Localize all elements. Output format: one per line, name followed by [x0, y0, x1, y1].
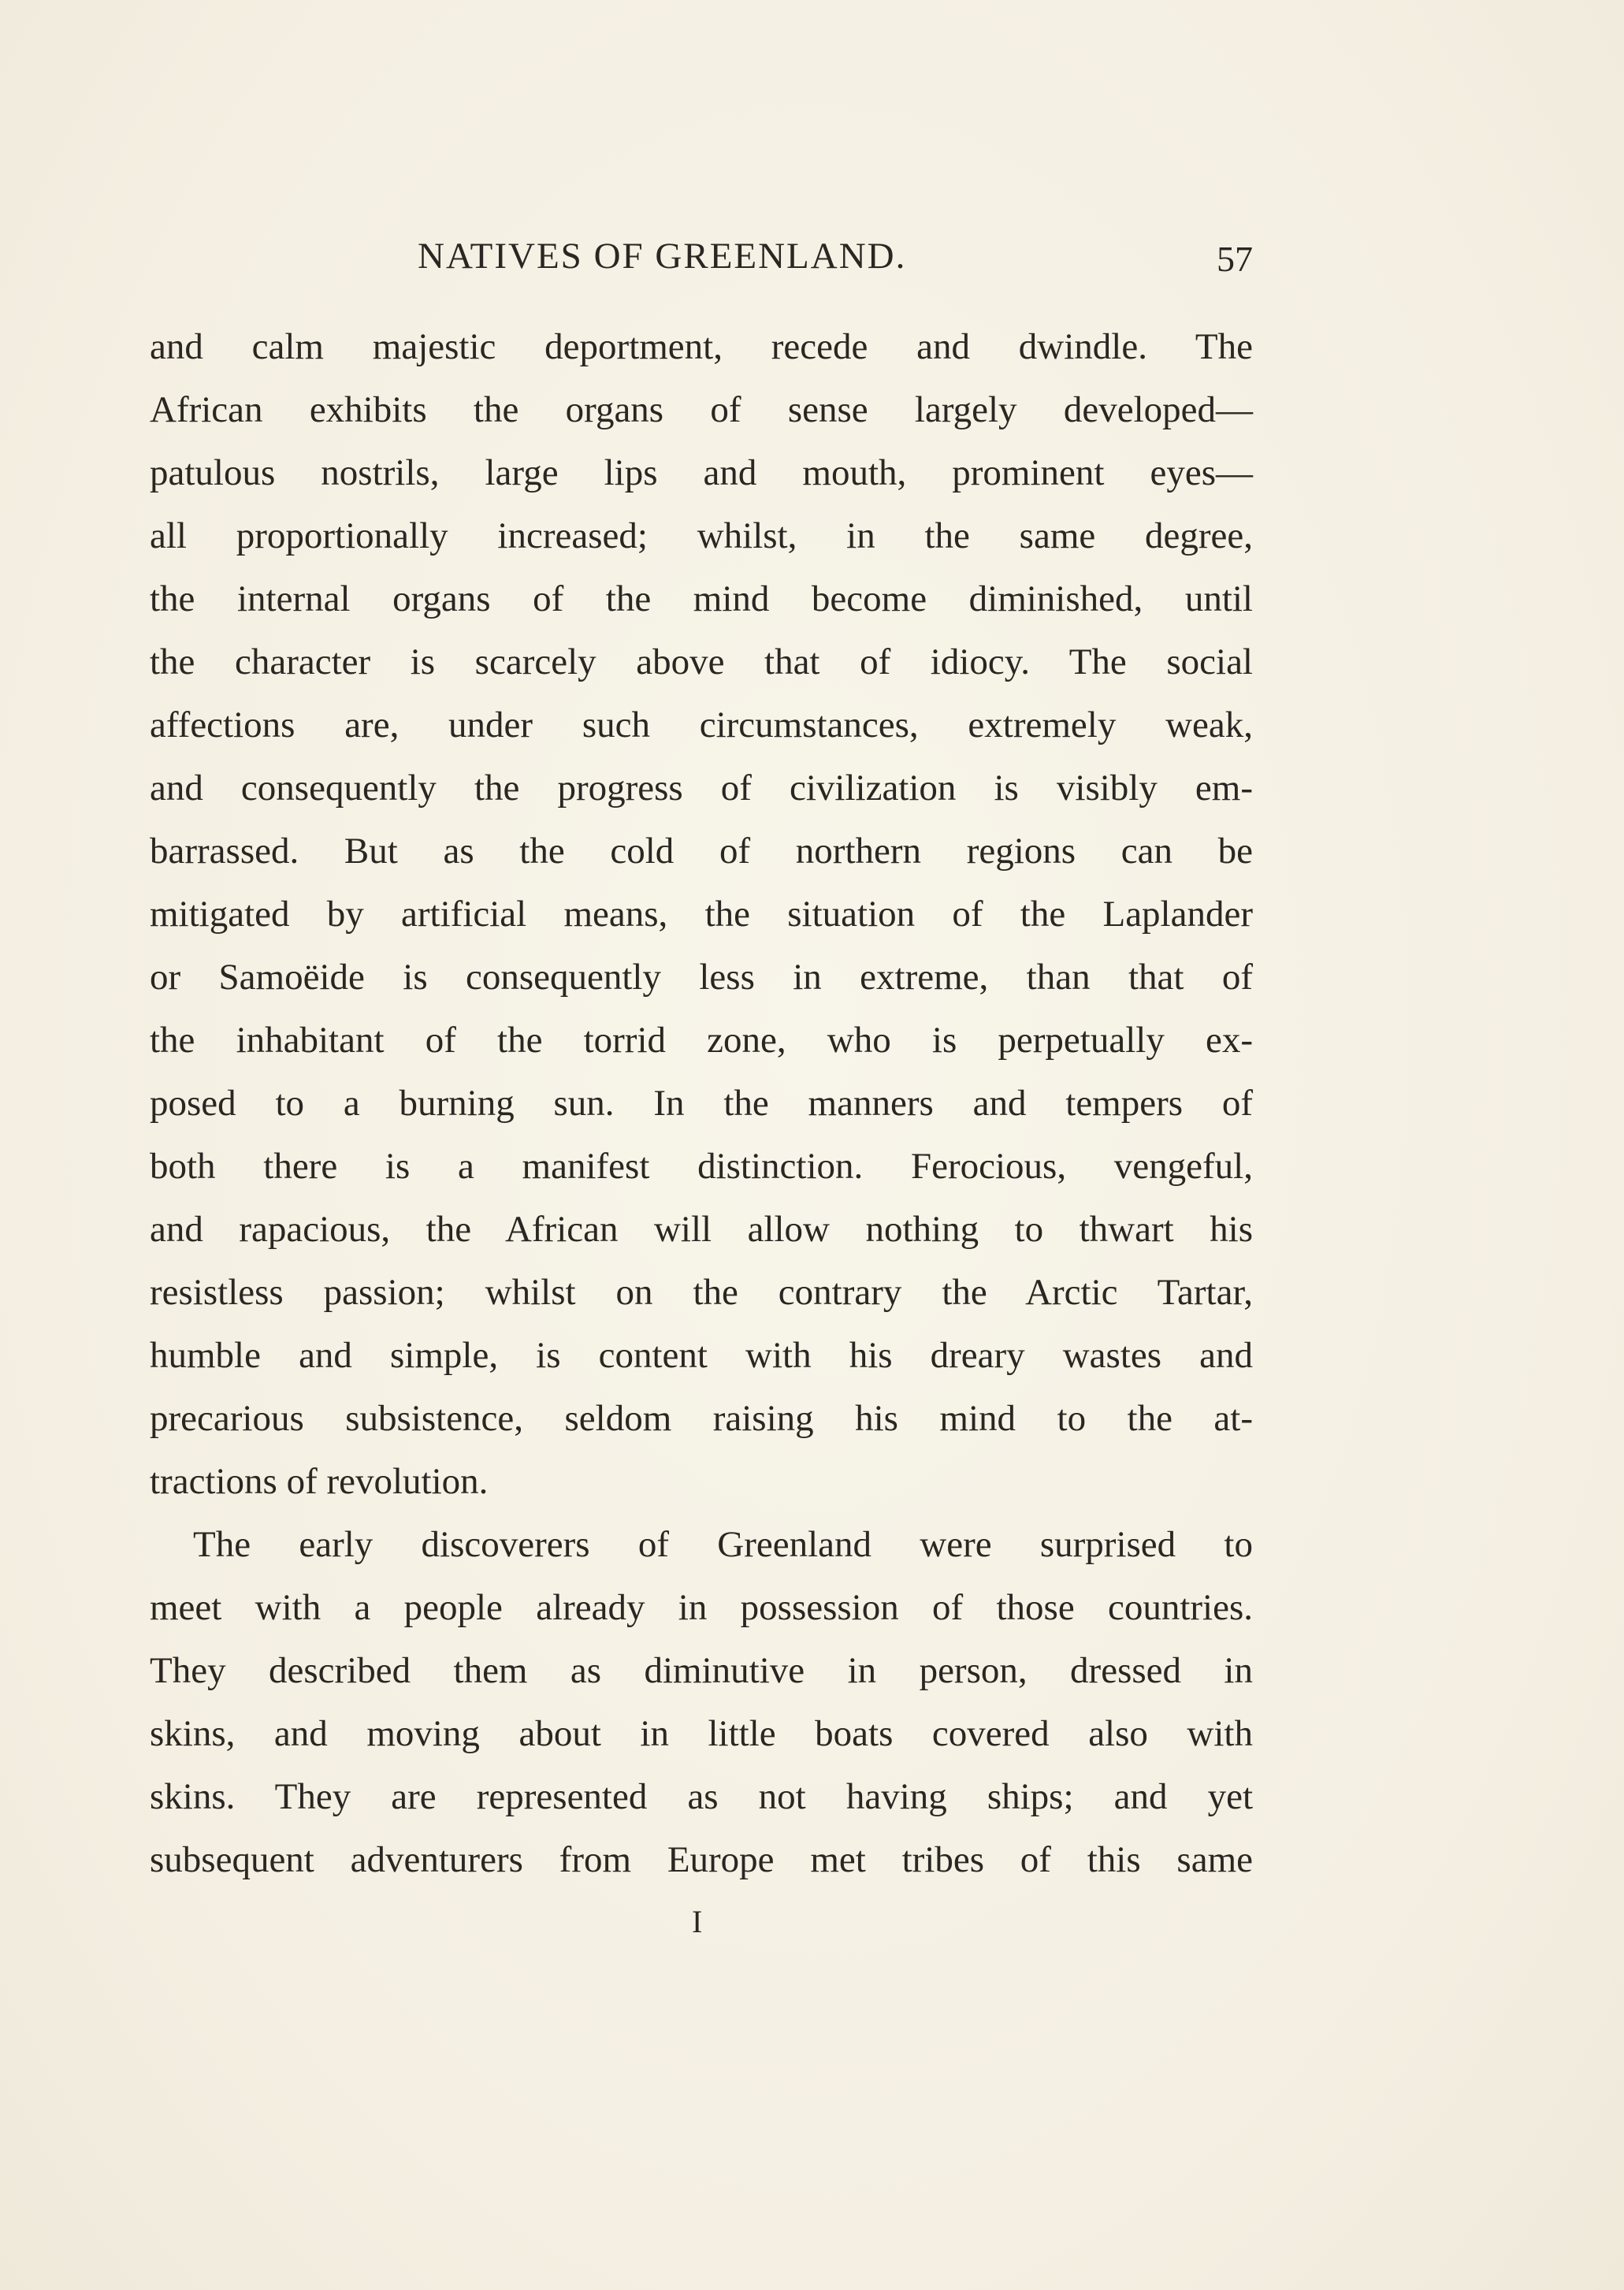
text-line: They described them as diminutive in person, dressed in: [150, 1650, 1253, 1691]
text-line: humble and simple, is content with his dreary wastes and: [150, 1335, 1253, 1376]
text-line: meet with a people already in possession of those countries.: [150, 1587, 1253, 1628]
text-line: the inhabitant of the torrid zone, who is perpetually ex-: [150, 1020, 1253, 1061]
text-line: and consequently the progress of civilization is visibly em-: [150, 768, 1253, 809]
text-line: African exhibits the organs of sense largely developed—: [150, 389, 1253, 430]
text-line: barrassed. But as the cold of northern regions can be: [150, 831, 1253, 872]
text-line: patulous nostrils, large lips and mouth, prominent eyes—: [150, 452, 1253, 493]
text-line: resistless passion; whilst on the contrary the Arctic Tartar,: [150, 1272, 1253, 1313]
text-line: and calm majestic deportment, recede and dwindle. The: [150, 326, 1253, 367]
text-line: the internal organs of the mind become diminished, until: [150, 578, 1253, 619]
running-title: NATIVES OF GREENLAND.: [418, 236, 907, 277]
text-line: affections are, under such circumstances, extremely weak,: [150, 704, 1253, 745]
text-line: mitigated by artificial means, the situation of the Laplander: [150, 894, 1253, 935]
text-line: skins. They are represented as not having ships; and yet: [150, 1776, 1253, 1817]
text-line: and rapacious, the African will allow nothing to thwart his: [150, 1209, 1253, 1250]
text-line: the character is scarcely above that of idiocy. The social: [150, 641, 1253, 682]
paragraph: [150, 315, 1253, 1513]
text-line: all proportionally increased; whilst, in the same degree,: [150, 515, 1253, 556]
text-line: both there is a manifest distinction. Ferocious, vengeful,: [150, 1146, 1253, 1187]
body-text: [150, 315, 1253, 1891]
text-line: skins, and moving about in little boats covered also with: [150, 1713, 1253, 1754]
text-line: posed to a burning sun. In the manners and tempers of: [150, 1083, 1253, 1124]
text-line: The early discoverers of Greenland were surprised to: [193, 1524, 1253, 1565]
text-line: subsequent adventurers from Europe met tribes of this same: [150, 1839, 1253, 1880]
text-line: precarious subsistence, seldom raising his mind to the at-: [150, 1398, 1253, 1439]
signature-mark: I: [692, 1904, 703, 1939]
paragraph: [150, 1513, 1253, 1891]
running-head: [150, 235, 1253, 282]
page-number: 57: [1217, 239, 1253, 279]
text-line: or Samoëide is consequently less in extreme, than that of: [150, 957, 1253, 998]
text-line: tractions of revolution.: [150, 1461, 489, 1502]
